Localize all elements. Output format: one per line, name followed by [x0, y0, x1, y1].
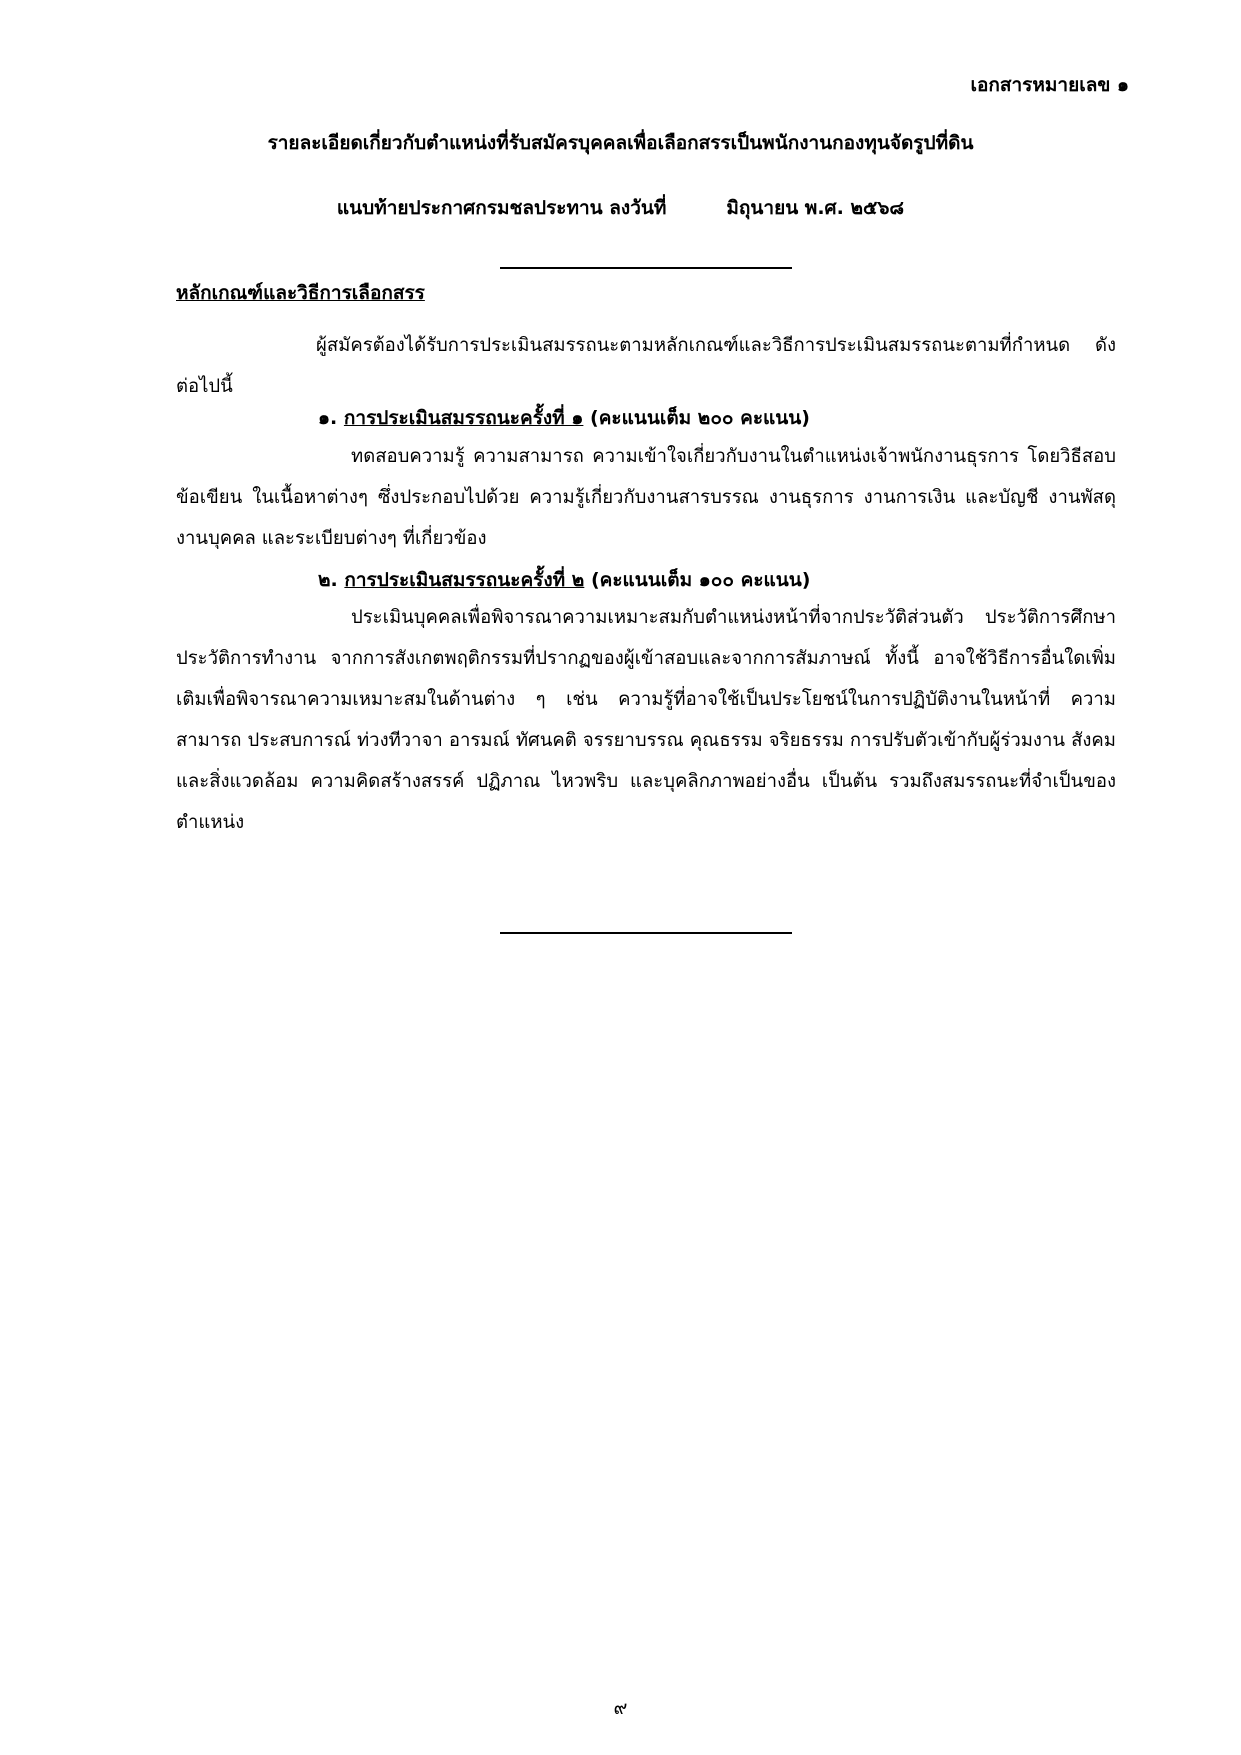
assessment-1-body: ทดสอบความรู้ ความสามารถ ความเข้าใจเกี่ยวกับงานในตำแหน่งเจ้าพนักงานธุรการ โดยวิธีสอบข้อเขียน ในเนื้อหาต่างๆ ซึ่งประกอบไปด้วย ความรู้เกี่ยวกับงานสารบรรณ งานธุรการ งานการเงิน และบัญชี งานพัสดุ งานบุคคล และระเบียบต่างๆ ที่เกี่ยวข้อง	[176, 446, 1116, 549]
document-number: เอกสารหมายเลข ๑	[970, 74, 1129, 96]
assessment-2-body: ประเมินบุคคลเพื่อพิจารณาความเหมาะสมกับตำแหน่งหน้าที่จากประวัติส่วนตัว ประวัติการศึกษา ประวัติการทำงาน จากการสังเกตพฤติกรรมที่ปรากฏของผู้เข้าสอบและจากการสัมภาษณ์ ทั้งนี้ อาจใช้วิธีการอื่นใดเพิ่มเติมเพื่อพิจารณาความเหมาะสมในด้านต่าง ๆ เช่น ความรู้ที่อาจใช้เป็นประโยชน์ในการปฏิบัติงานในหน้าที่ ความสามารถ ประสบการณ์ ท่วงทีวาจา อารมณ์ ทัศนคติ จรรยาบรรณ คุณธรรม จริยธรรม การปรับตัวเข้ากับผู้ร่วมงาน สังคม และสิ่งแวดล้อม ความคิดสร้างสรรค์ ปฏิภาณ ไหวพริบ และบุคลิกภาพอย่างอื่น เป็นต้น รวมถึงสมรรถนะที่จำเป็นของตำแหน่ง	[176, 607, 1116, 833]
divider-bottom	[500, 932, 792, 934]
assessment-1-title: การประเมินสมรรถนะครั้งที่ ๑	[343, 407, 584, 429]
divider-top	[500, 267, 792, 269]
document-title: รายละเอียดเกี่ยวกับตำแหน่งที่รับสมัครบุคคลเพื่อเลือกสรรเป็นพนักงานกองทุนจัดรูปที่ดิน	[267, 132, 974, 154]
section-heading: หลักเกณฑ์และวิธีการเลือกสรร	[176, 282, 425, 304]
document-subtitle	[0, 193, 1241, 223]
assessment-1-score: (คะแนนเต็ม ๒๐๐ คะแนน)	[590, 407, 810, 429]
assessment-2-number: ๒.	[318, 569, 338, 591]
page-number: ๙	[613, 1697, 628, 1719]
assessment-2-heading	[318, 565, 810, 595]
assessment-1-number: ๑.	[318, 407, 338, 429]
intro-paragraph: ผู้สมัครต้องได้รับการประเมินสมรรถนะตามหลักเกณฑ์และวิธีการประเมินสมรรถนะตามที่กำหนด ดังต่อไปนี้	[176, 335, 1116, 397]
assessment-2-score: (คะแนนเต็ม ๑๐๐ คะแนน)	[590, 569, 811, 591]
subtitle-date: มิถุนายน พ.ศ. ๒๕๖๘	[726, 197, 905, 219]
assessment-2-title: การประเมินสมรรถนะครั้งที่ ๒	[344, 569, 585, 591]
subtitle-announcement: แนบท้ายประกาศกรมชลประทาน ลงวันที่	[336, 197, 667, 219]
assessment-1-heading	[318, 403, 810, 433]
